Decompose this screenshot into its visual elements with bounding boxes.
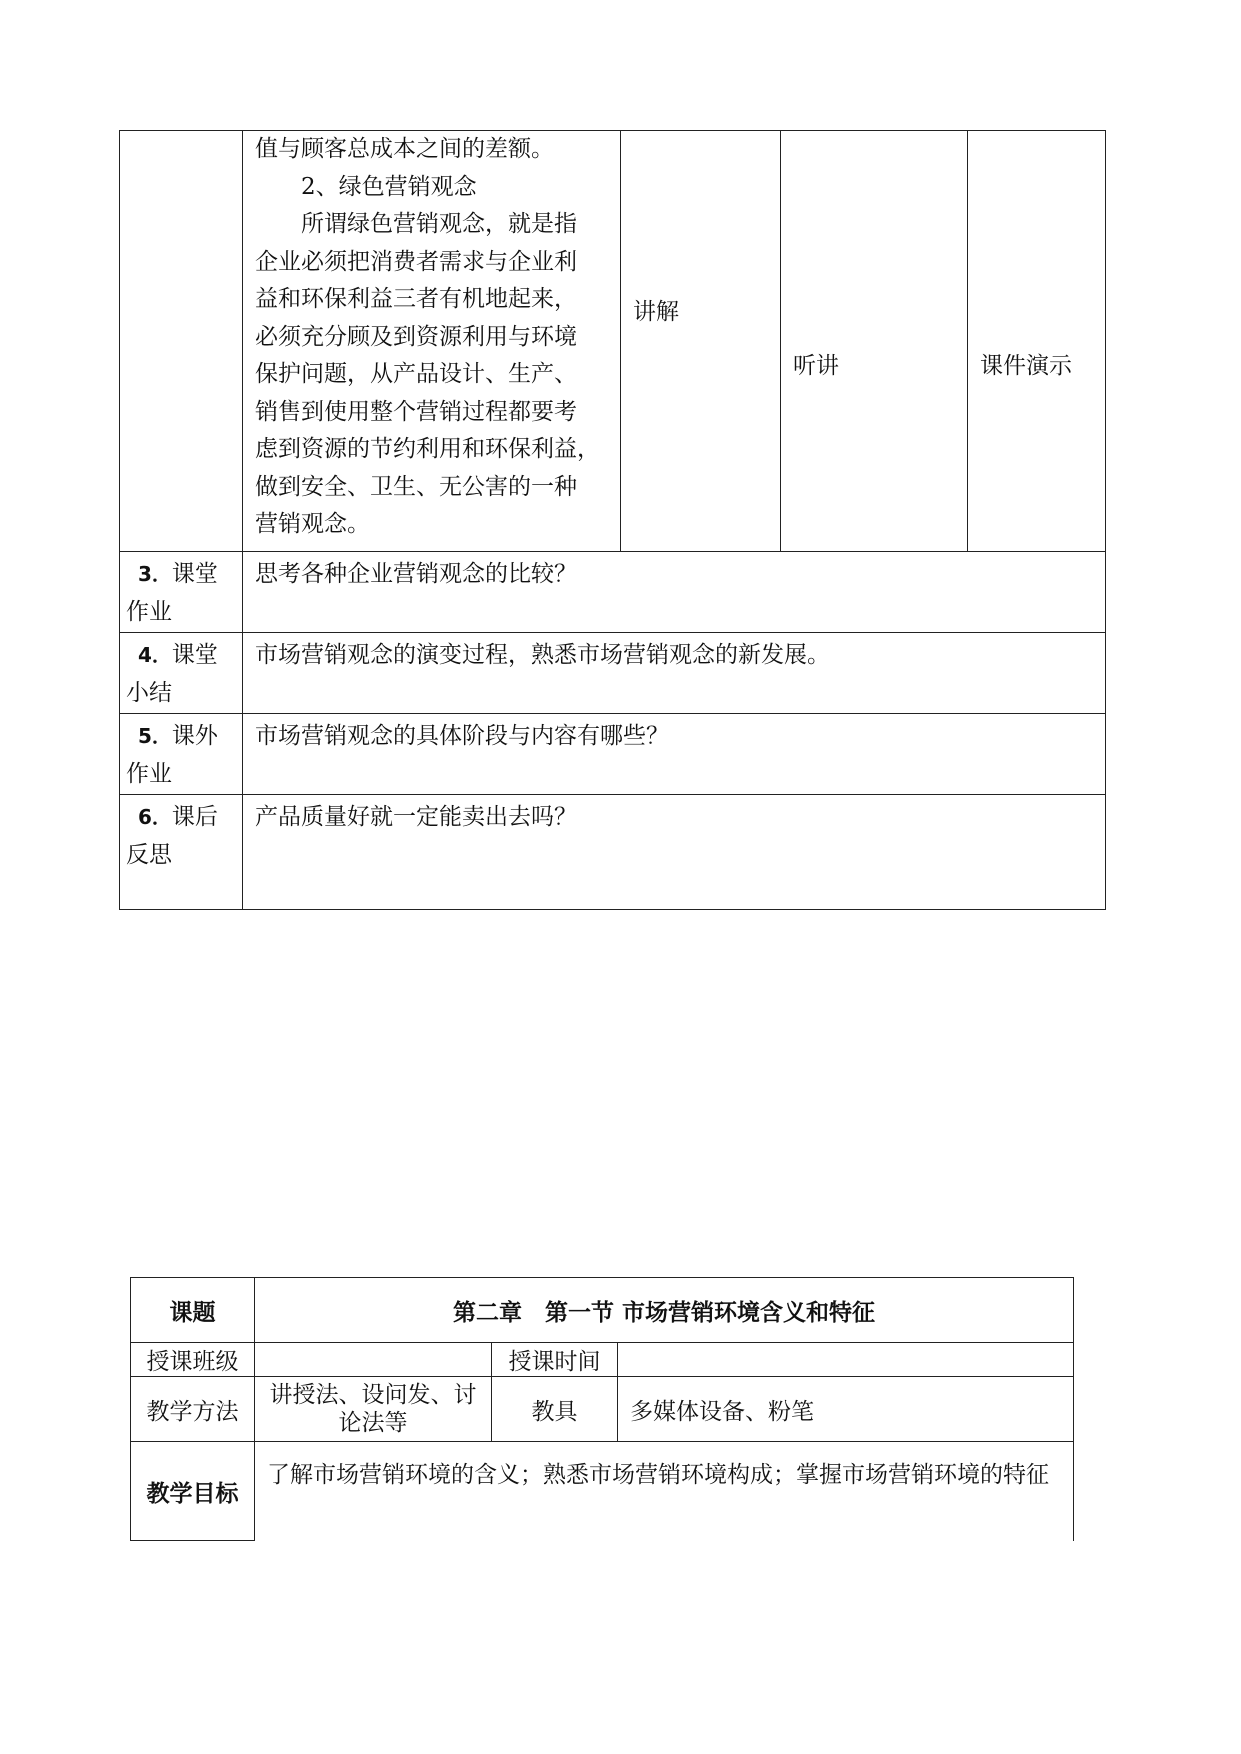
section-text: 市场营销观念的演变过程，熟悉市场营销观念的新发展。 <box>243 633 1106 714</box>
topic-title: 第二章 第一节 市场营销环境含义和特征 <box>255 1278 1074 1343</box>
content-line: 所谓绿色营销观念，就是指 <box>301 211 577 237</box>
goal-value: 了解市场营销环境的含义；熟悉市场营销环境构成；掌握市场营销环境的特征 <box>255 1442 1074 1541</box>
section-row <box>120 552 1106 633</box>
section-number: 4． <box>138 643 172 667</box>
section-row <box>120 633 1106 714</box>
content-row <box>120 131 1106 552</box>
section-number: 5． <box>138 724 172 748</box>
topic-label: 课题 <box>131 1278 255 1343</box>
method-line: 论法等 <box>338 1410 408 1436</box>
section-label <box>120 633 243 714</box>
method-label: 教学方法 <box>131 1377 255 1442</box>
content-line: 益和环保利益三者有机地起来， <box>255 286 577 312</box>
content-line: 营销观念。 <box>255 511 370 537</box>
topic-row <box>131 1278 1074 1343</box>
section-label <box>120 552 243 633</box>
section-number: 6． <box>138 805 172 829</box>
class-value <box>255 1343 492 1377</box>
time-value <box>618 1343 1074 1377</box>
lesson-header-table <box>130 1277 1074 1541</box>
lesson-table-continued <box>119 130 1106 910</box>
section-text: 市场营销观念的具体阶段与内容有哪些？ <box>243 714 1106 795</box>
section-label <box>120 795 243 910</box>
section-label-a: 课堂 <box>171 561 218 587</box>
teacher-activity: 讲解 <box>633 299 679 325</box>
media: 课件演示 <box>980 353 1072 379</box>
content-line: 企业必须把消费者需求与企业利 <box>255 248 577 275</box>
empty-label-cell <box>120 131 243 552</box>
section-label-b: 反思 <box>126 841 172 868</box>
section-label-b: 作业 <box>126 598 172 625</box>
section-label-b: 小结 <box>126 679 172 706</box>
content-line: 值与顾客总成本之间的差额。 <box>255 136 554 162</box>
section-label-a: 课后 <box>171 804 218 830</box>
content-line: 虑到资源的节约利用和环保利益， <box>255 436 600 462</box>
section-row <box>120 795 1106 910</box>
section-label <box>120 714 243 795</box>
section-text: 产品质量好就一定能卖出去吗？ <box>243 795 1106 910</box>
time-label: 授课时间 <box>492 1343 618 1377</box>
teacher-activity-cell <box>621 131 781 552</box>
tools-label: 教具 <box>492 1377 618 1442</box>
content-line: 必须充分顾及到资源利用与环境 <box>255 323 577 350</box>
section-text: 思考各种企业营销观念的比较？ <box>243 552 1106 633</box>
tools-value: 多媒体设备、粉笔 <box>618 1377 1074 1442</box>
section-number: 3． <box>138 562 172 586</box>
section-label-a: 课外 <box>171 723 218 749</box>
media-cell <box>968 131 1106 552</box>
class-time-row <box>131 1343 1074 1377</box>
goal-row <box>131 1442 1074 1541</box>
method-row <box>131 1377 1074 1442</box>
section-row <box>120 714 1106 795</box>
student-activity: 听讲 <box>793 353 839 379</box>
student-activity-cell <box>781 131 968 552</box>
content-line: 2、绿色营销观念 <box>301 173 477 200</box>
section-label-a: 课堂 <box>171 642 218 668</box>
goal-label: 教学目标 <box>131 1442 255 1541</box>
content-line: 销售到使用整个营销过程都要考 <box>255 398 577 425</box>
content-cell <box>243 131 621 552</box>
section-label-b: 作业 <box>126 760 172 787</box>
class-label: 授课班级 <box>131 1343 255 1377</box>
content-line: 保护问题，从产品设计、生产、 <box>255 361 577 387</box>
method-value <box>255 1377 492 1442</box>
method-line: 讲授法、设问发、讨 <box>269 1382 477 1408</box>
content-line: 做到安全、卫生、无公害的一种 <box>255 473 577 500</box>
